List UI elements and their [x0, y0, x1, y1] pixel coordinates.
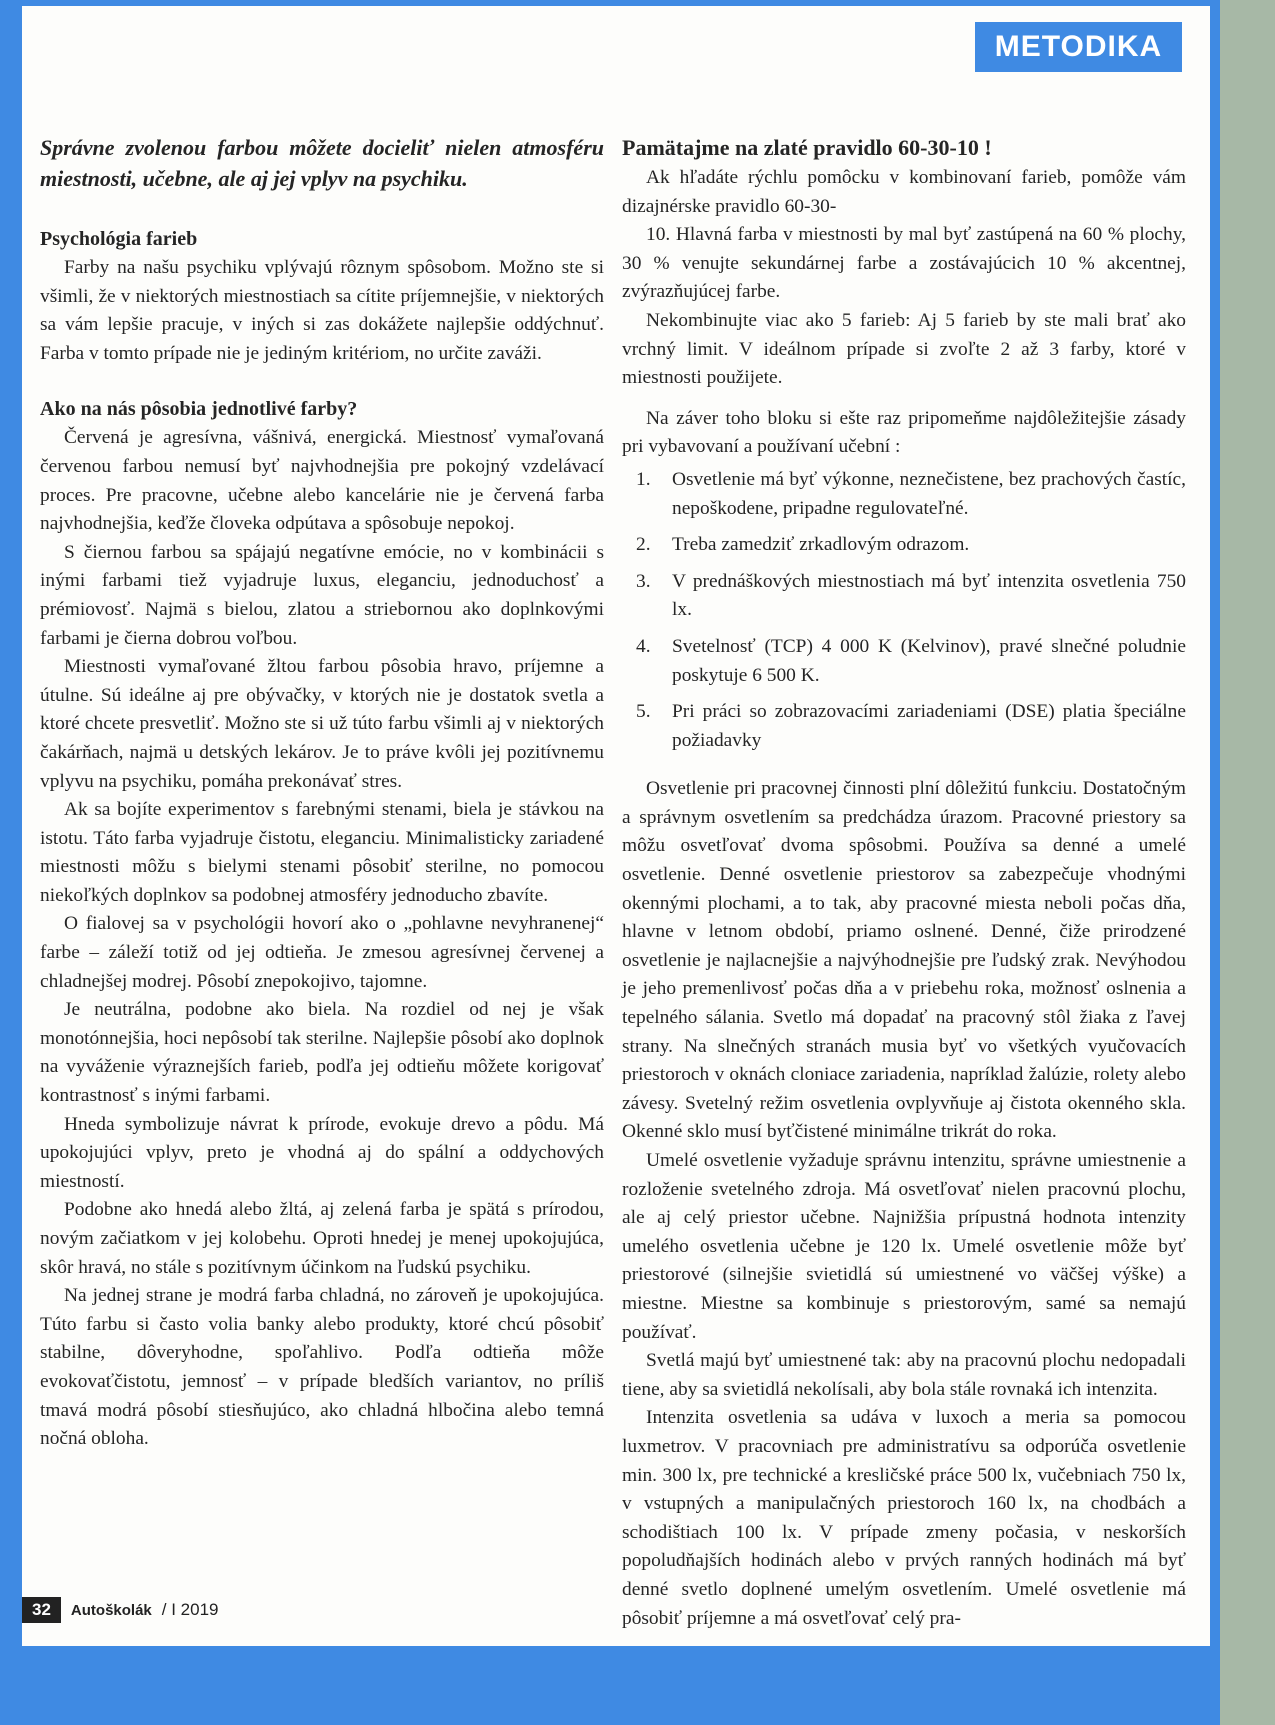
paragraph: Farby na našu psychiku vplývajú rôznym spôsobom. Možno ste si všimli, že v niektorých miestnostiach sa cítite príjemnejšie, v niektorých sa vám lepšie pracuje, v iných si zas dokážete najlepšie oddýchnuť. Farba v tomto prípade nie je jediným kritériom, no určite zaváži. — [40, 257, 604, 364]
paragraph: Červená je agresívna, vášnivá, energická. Miestnosť vymaľovaná červenou farbou nemusí byť najvhodnejšia pre pokojný vzdelávací proces. Pre pracovne, učebne alebo kancelárie nie je červená farba najvhodnejšia, keďže človeka odpútava a spôsobuje nepokoj. — [40, 427, 604, 535]
list-item: 3. V prednáškových miestnostiach má byť intenzita osvetlenia 750 lx. — [636, 570, 1186, 621]
page-number: 32 — [22, 1597, 61, 1623]
heading-golden-rule: Pamätajme na zlaté pravidlo 60-30-10 ! — [622, 135, 992, 160]
paragraph: Miestnosti vymaľované žltou farbou pôsobia hravo, príjemne a útulne. Sú ideálne aj pre obývačky, v ktorých nie je dostatok svetla a ktoré chcete presvetliť. Možno ste si už túto farbu všimli aj v niektorých čakárňach, najmä u detských lekárov. Je to práve kvôli jej pozitívnemu vplyvu na psychiku, pomáha prekonávať stres. — [40, 656, 604, 792]
paragraph: S čiernou farbou sa spájajú negatívne emócie, no v kombinácii s inými farbami tiež vyjadruje luxus, eleganciu, jednoduchosť a prémiovosť. Najmä s bielou, zlatou a striebornou ako doplnkovými farbami je čierna dobrou voľbou. — [40, 541, 604, 649]
heading-color-effects: Ako na nás pôsobia jednotlivé farby? — [40, 398, 358, 421]
list-item: 4. Svetelnosť (TCP) 4 000 K (Kelvinov), pravé slnečné poludnie poskytuje 6 500 K. — [636, 635, 1186, 686]
paragraph: Hneda symbolizuje návrat k prírode, evokuje drevo a pôdu. Má upokojujúci vplyv, preto je vhodná aj do spální a oddychových miestností. — [40, 1113, 604, 1192]
paragraph: Osvetlenie pri pracovnej činnosti plní dôležitú funkciu. Dostatočným a správnym osvetlením sa predchádza úrazom. Pracovné priestory sa môžu osvetľovať dvoma spôsobmi. Používa sa denné a umelé osvetlenie. Denné osvetlenie priestorov sa zabezpečuje vhodnými okennými plochami, a to tak, aby pracovné miesta neboli počas dňa, hlavne v letnom období, priamo oslnené. Denné, čiže prirodzené osvetlenie je najlacnejšie a najvýhodnejšie pre ľudský zrak. Nevýhodou je jeho premenlivosť počas dňa a v priebehu roka, možnosť oslnenia a tepelného sálania. Svetlo má dopadať na pracovný stôl žiaka z ľavej strany. Na slnečných stranách musia byť vo všetkých vyučovacích priestoroch v oknách cloniace zariadenia, napríklad žalúzie, rolety alebo závesy. Svetelný režim osvetlenia ovplyvňuje aj čistota okenného skla. Okenné sklo musí byťčistené minimálne trikrát do roka. — [622, 778, 1186, 1143]
paragraph: Nekombinujte viac ako 5 farieb: Aj 5 farieb by ste mali brať ako vrchný limit. V ideálnom prípade si zvoľte 2 až 3 farby, ktoré v miestnosti použijete. — [622, 309, 1186, 389]
paragraph: Podobne ako hnedá alebo žltá, aj zelená farba je spätá s prírodou, novým začiatkom v jej kolobehu. Oproti hnedej je menej upokojujúca, skôr hravá, no stále s pozitívnym účinkom na ľudskú psychiku. — [40, 1199, 604, 1278]
heading-color-psychology: Psychológia farieb — [40, 228, 198, 250]
paragraph: Je neutrálna, podobne ako biela. Na rozdiel od nej je však monotónnejšia, hoci nepôsobí tak sterilne. Najlepšie pôsobí ako doplnok na vyváženie výraznejších farieb, podľa jej odtieňu môžete korigovať kontrastnosť s inými farbami. — [40, 999, 604, 1107]
paragraph: Intenzita osvetlenia sa udáva v luxoch a meria sa pomocou luxmetrov. V pracovniach pre administratívu sa odporúča osvetlenie min. 300 lx, pre technické a kresličské práce 500 lx, vučebniach 750 lx, v vstupných a manipulačných priestoroch 160 lx, na chodbách a schodištiach 100 lx. V prípade zmeny počasia, v neskorších popoludňajších hodinách alebo v prvých ranných hodinách má byť denné svetlo doplnené umelým osvetlením. Umelé osvetlenie má pôsobiť príjemne a má osvetľovať celý pra- — [622, 1407, 1186, 1629]
paragraph: O fialovej sa v psychológii hovorí ako o „pohlavne nevyhranenej“ farbe – záleží totiž od jej odtieňa. Je zmesou agresívnej červenej a chladnejšej modrej. Pôsobí znepokojivo, tajomne. — [40, 913, 604, 992]
paragraph: Svetlá majú byť umiestnené tak: aby na pracovnú plochu nedopadali tiene, aby sa svietidlá nekolísali, aby bola stále rovnaká ich intenzita. — [622, 1350, 1186, 1400]
paragraph: Umelé osvetlenie vyžaduje správnu intenzitu, správne umiestnenie a rozloženie svetelného zdroja. Má osvetľovať nielen pracovnú plochu, ale aj celý priestor učebne. Najnižšia prípustná hodnota intenzity umelého osvetlenia učebne je 120 lx. Umelé osvetlenie môže byť priestorové (silnejšie svietidlá sú umiestnené vo väčšej výške) a miestne. Miestne sa kombinuje s priestorovým, samé sa nemajú používať. — [622, 1150, 1186, 1343]
magazine-name: Autoškolák — [70, 1601, 152, 1619]
paragraph: Ak hľadáte rýchlu pomôcku v kombinovaní farieb, pomôže vám dizajnérske pravidlo 60-30- — [622, 167, 1186, 217]
list-item: 1. Osvetlenie má byť výkonne, neznečistene, bez prachových častíc, nepoškodene, pripadne regulovateľné. — [636, 468, 1186, 519]
paragraph: Na jednej strane je modrá farba chladná, no zároveň je upokojujúca. Túto farbu si často volia banky alebo produkty, ktoré chcú pôsobiť stabilne, dôveryhodne, spoľahlivo. Podľa odtieňa môže evokovaťčistotu, jemnosť – v prípade bledších variantov, no príliš tmavá modrá pôsobí stiesňujúco, ako chladná hlbočina alebo temná nočná obloha. — [40, 1285, 604, 1450]
right-column — [622, 132, 1186, 1633]
lead-text: Správne zvolenou farbou môžete docieliť nielen atmosféru miestnosti, učebne, ale aj jej vplyv na psychiku. — [40, 135, 604, 191]
principles-list — [622, 466, 1186, 755]
paragraph: Ak sa bojíte experimentov s farebnými stenami, biela je stávkou na istotu. Táto farba vyjadruje čistotu, eleganciu. Minimalisticky zariadené miestnosti môžu s bielymi stenami pôsobiť sterilne, no pomocou niekoľkých doplnkov sa podobnej atmosféry jednoducho zbavíte. — [40, 799, 604, 906]
left-column — [40, 132, 604, 1454]
page-footer — [22, 1593, 219, 1627]
paragraph: Na záver toho bloku si ešte raz pripomeňme najdôležitejšie zásady pri vybavovaní a používaní učební : — [622, 407, 1186, 458]
section-badge: METODIKA — [975, 22, 1182, 72]
list-item: 2. Treba zamedziť zrkadlovým odrazom. — [636, 534, 970, 556]
paragraph: 10. Hlavná farba v miestnosti by mal byť zastúpená na 60 % plochy, 30 % venujte sekundárnej farbe a zostávajúcich 10 % akcentnej, zvýrazňujúcej farbe. — [622, 224, 1186, 303]
list-item: 5. Pri práci so zobrazovacími zariadeniami (DSE) platia špeciálne požiadavky — [636, 701, 1186, 751]
issue-label: / I 2019 — [161, 1600, 219, 1619]
